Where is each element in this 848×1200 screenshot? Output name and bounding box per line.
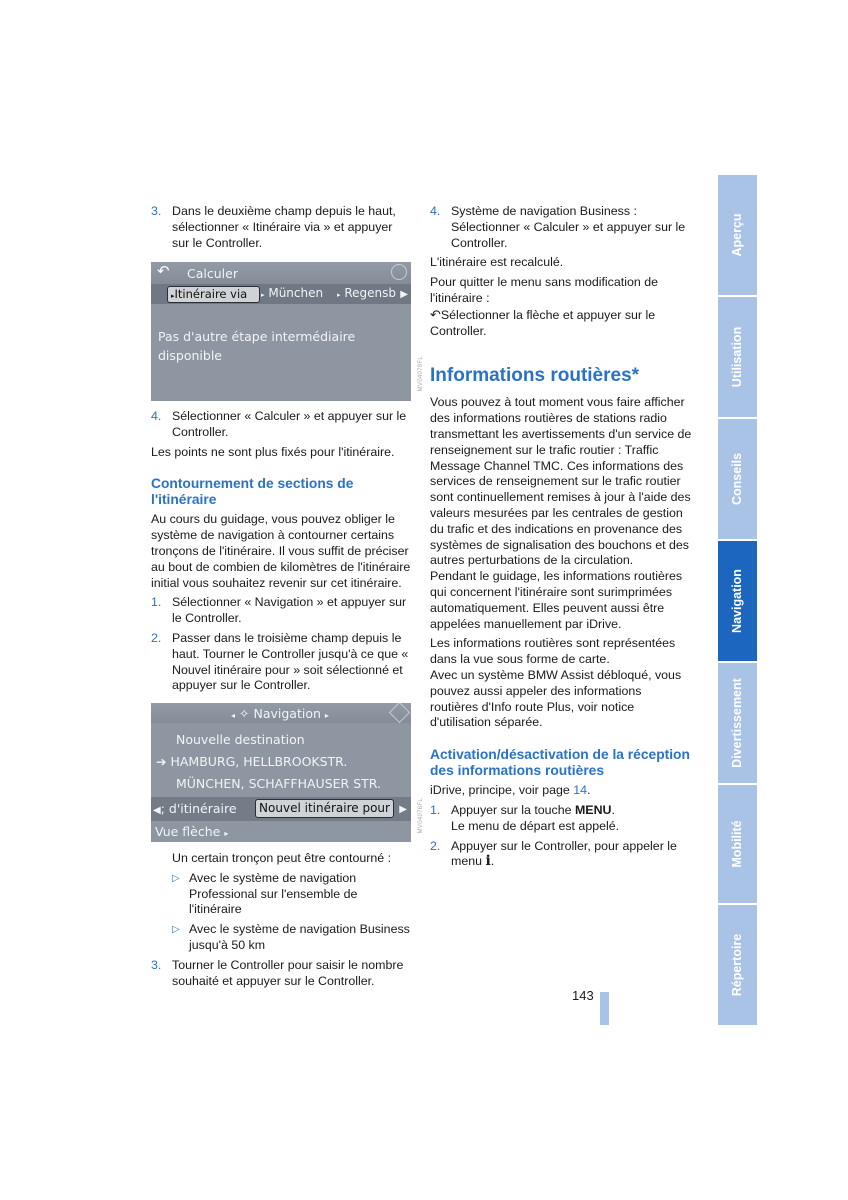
screen-title: Calculer bbox=[187, 266, 238, 281]
screen-tab-row bbox=[151, 284, 411, 304]
tab-regensb[interactable]: ▸ Regensb bbox=[337, 286, 396, 300]
left-column bbox=[151, 204, 413, 251]
tab-itineraire[interactable]: ◀; d'itinéraire bbox=[153, 801, 237, 816]
menu-item-new-destination[interactable]: Nouvelle destination bbox=[176, 732, 305, 747]
menu-item-munchen[interactable]: MÜNCHEN, SCHAFFHAUSER STR. bbox=[176, 776, 381, 791]
step-number: 2. bbox=[151, 630, 162, 645]
contour-step-1 bbox=[151, 595, 413, 627]
sub-item-professional: ▷ Avec le système de navigation Professional sur l'ensemble de l'itinéraire bbox=[172, 870, 358, 917]
contour-paragraph: Au cours du guidage, vous pouvez obliger le système de navigation à contourner certains tronçons de l'itinéraire. Il vous suffit de préciser au bout de combien de kilomètres de l'itinéraire initial vous souhaitez revenir sur cet itinéraire. bbox=[151, 512, 411, 590]
back-arrow-icon: ↶ bbox=[430, 306, 441, 322]
step-number: 2. bbox=[430, 838, 441, 853]
right-column bbox=[430, 204, 692, 870]
back-arrow-icon: ↶ bbox=[157, 262, 170, 280]
step-number: 1. bbox=[430, 802, 441, 817]
step-number: 1. bbox=[151, 595, 162, 610]
step-4 bbox=[151, 409, 413, 441]
tab-apercu[interactable]: Aperçu bbox=[718, 175, 757, 295]
menu-item-vue-fleche[interactable]: Vue flèche ▸ bbox=[155, 824, 229, 839]
step-text: Sélectionner « Navigation » et appuyer sur le Controller. bbox=[172, 595, 407, 626]
screen-message: Pas d'autre étape intermédiaire disponible bbox=[158, 329, 356, 363]
route-arrow-icon: ➔ bbox=[156, 754, 167, 769]
tab-nouvel-itineraire[interactable]: Nouvel itinéraire pour bbox=[255, 799, 394, 818]
heading-activation: Activation/désactivation de la réception des informations routières bbox=[430, 747, 690, 779]
page-link[interactable]: 14 bbox=[573, 783, 588, 798]
screen-title: ◂ ✧ Navigation ▸ bbox=[231, 706, 329, 721]
activation-step-1: 1. Appuyer sur la touche MENU. Le menu de départ est appelé. bbox=[430, 802, 620, 833]
recalc-text: L'itinéraire est recalculé. bbox=[430, 255, 564, 270]
controller-icon bbox=[391, 264, 407, 280]
tab-repertoire[interactable]: Répertoire bbox=[718, 905, 757, 1025]
step-number: 3. bbox=[151, 204, 162, 218]
info-paragraph: Vous pouvez à tout moment vous faire afficher des informations routières de stations radio transmettant les avertissements d'un service de renseignement sur le trafic routier : Traffic Message Channel TMC. Ces informations des services de renseignement sur le trafic routier sont continuellement remises à jour à l'aide des valeurs mesurées par les centrales de gestion du trafic et des indications en provenance des systèmes de signalisation des bouchons et des autres perturbations de la circulation. bbox=[430, 395, 692, 568]
controller-icon bbox=[389, 703, 410, 723]
page-marker bbox=[600, 992, 609, 1025]
page-number: 143 bbox=[572, 988, 594, 1003]
info-paragraph-2: Pendant le guidage, les informations routières qui concernent l'itinéraire sont surimprimées automatiquement. Elles peuvent aussi être appelées manuellement par iDrive. bbox=[430, 569, 683, 631]
points-text: Les points ne sont plus fixés pour l'itinéraire. bbox=[151, 444, 395, 459]
menu-key: MENU bbox=[574, 802, 612, 817]
scroll-right-icon[interactable]: ▶ bbox=[400, 289, 408, 300]
step-number: 4. bbox=[151, 409, 162, 423]
info-paragraph-4: Avec un système BMW Assist débloqué, vous pouvez aussi appeler des informations routières d'Info route Plus, voir notice d'utilisation séparée. bbox=[430, 667, 682, 730]
step-text: Dans le deuxième champ depuis le haut, sélectionner « Itinéraire via » et appuyer sur le Controller. bbox=[172, 204, 396, 250]
info-icon: i bbox=[485, 853, 491, 870]
step-text: Tourner le Controller pour saisir le nombre souhaité et appuyer sur le Controller. bbox=[172, 957, 404, 988]
image-code: MV04076FL bbox=[418, 798, 424, 834]
step-3 bbox=[151, 204, 413, 251]
activation-step-2: 2. Appuyer sur le Controller, pour appeler le menu i. bbox=[430, 838, 677, 870]
heading-contournement: Contournement de sections de l'itinéraire bbox=[151, 476, 354, 508]
sub-item-business: ▷ Avec le système de navigation Business jusqu'à 50 km bbox=[172, 922, 410, 952]
step-number: 4. bbox=[430, 204, 441, 218]
quit-text: Pour quitter le menu sans modification de l'itinéraire : bbox=[430, 275, 658, 305]
tab-conseils[interactable]: Conseils bbox=[718, 419, 757, 539]
tab-mobilite[interactable]: Mobilité bbox=[718, 785, 757, 903]
tab-divertissement[interactable]: Divertissement bbox=[718, 663, 757, 783]
screen-title-bar bbox=[151, 262, 411, 284]
heading-informations-routieres: Informations routières* bbox=[430, 365, 640, 387]
step-4-business bbox=[430, 204, 692, 251]
triangle-bullet-icon: ▷ bbox=[172, 872, 180, 884]
tab-utilisation[interactable]: Utilisation bbox=[718, 297, 757, 417]
triangle-bullet-icon: ▷ bbox=[172, 924, 180, 936]
contour-step-2 bbox=[151, 631, 413, 694]
back-instruction: ↶Sélectionner la flèche et appuyer sur le Controller. bbox=[430, 306, 656, 338]
step-text: Passer dans le troisième champ depuis le haut. Tourner le Controller jusqu'à ce que « Nouvel itinéraire pour » soit sélectionné et appuyer sur le Controller. bbox=[172, 630, 409, 693]
info-paragraph-3: Les informations routières sont représentées dans la vue sous forme de carte. bbox=[430, 636, 676, 667]
section-intro: Un certain tronçon peut être contourné : bbox=[172, 851, 392, 865]
menu-item-hamburg[interactable]: ➔ HAMBURG, HELLBROOKSTR. bbox=[156, 754, 348, 769]
idrive-reference: iDrive, principe, voir page 14. bbox=[430, 783, 591, 798]
screen-tab-row bbox=[151, 797, 411, 821]
tab-munchen[interactable]: ▸ München bbox=[261, 286, 324, 300]
navigation-screen bbox=[151, 703, 411, 842]
step-text: Sélectionner « Calculer » et appuyer sur le Controller. bbox=[172, 409, 407, 439]
step-3b bbox=[151, 958, 413, 990]
image-code: MV04079FL bbox=[418, 356, 424, 392]
tab-itineraire-via[interactable]: ▸Itinéraire via bbox=[167, 286, 260, 303]
screen-title-bar bbox=[151, 703, 411, 723]
calculer-screen bbox=[151, 262, 411, 401]
step-number: 3. bbox=[151, 957, 162, 972]
step-text: Système de navigation Business : Sélectionner « Calculer » et appuyer sur le Controller. bbox=[451, 204, 686, 250]
navigation-icon: ✧ bbox=[239, 706, 250, 721]
tab-navigation[interactable]: Navigation bbox=[718, 541, 757, 661]
scroll-right-icon[interactable]: ▶ bbox=[399, 804, 407, 815]
